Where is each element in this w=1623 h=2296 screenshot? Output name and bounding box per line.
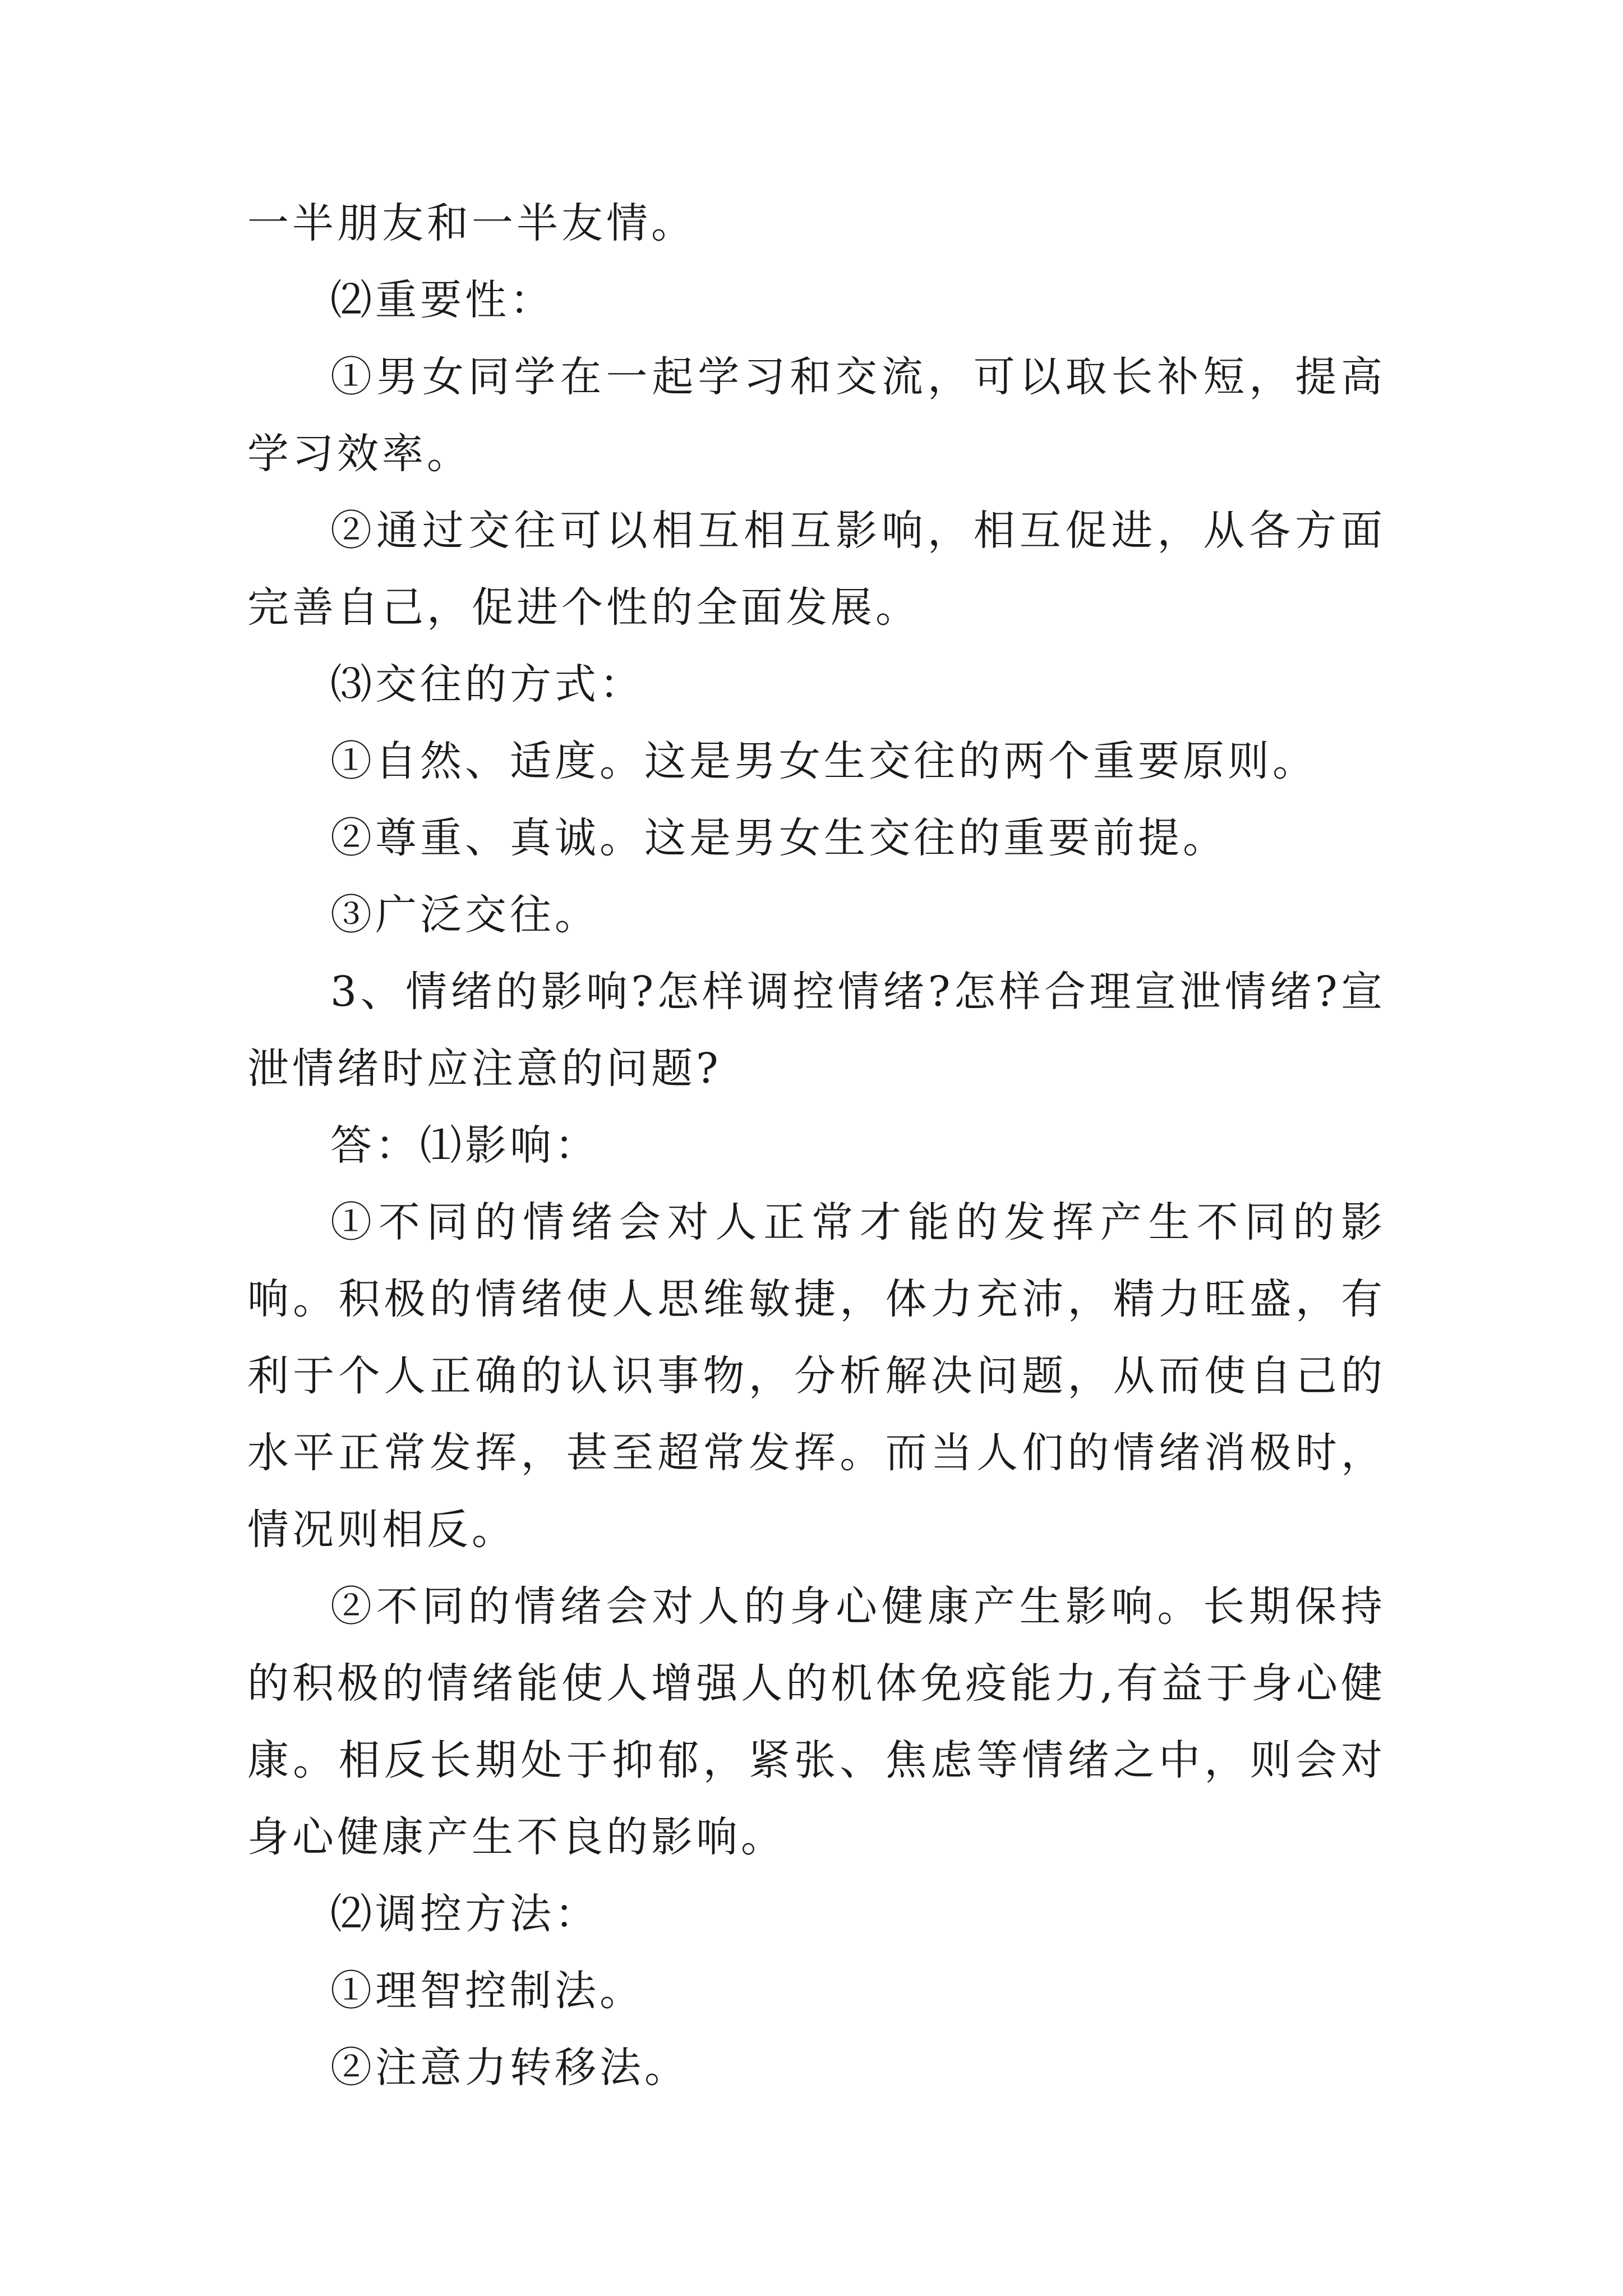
paragraph: ②尊重、真诚。这是男女生交往的重要前提。 — [330, 814, 1228, 862]
paragraph: ⑵调控方法： — [330, 1890, 600, 1938]
paragraph: ⑵重要性： — [330, 276, 555, 324]
body-text — [247, 185, 1386, 2106]
paragraph: 答：⑴影响： — [330, 1121, 600, 1170]
paragraph: ②通过交往可以相互相互影响，相互促进，从各方面完善自己，促进个性的全面发展。 — [247, 507, 1386, 632]
question-heading: 3、情绪的影响?怎样调控情绪?怎样合理宣泄情绪?宣泄情绪时应注意的问题? — [247, 968, 1386, 1093]
paragraph: ①男女同学在一起学习和交流，可以取长补短，提高学习效率。 — [247, 353, 1386, 478]
paragraph: ②注意力转移法。 — [330, 2044, 689, 2092]
paragraph: ①不同的情绪会对人正常才能的发挥产生不同的影响。积极的情绪使人思维敏捷，体力充沛，精力旺盛，有利于个人正确的认识事物，分析解决问题，从而使自己的水平正常发挥，甚至超常发挥。而当人们的情绪消极时，情况则相反。 — [247, 1198, 1386, 1554]
paragraph: 一半朋友和一半友情。 — [247, 199, 696, 247]
paragraph: ①理智控制法。 — [330, 1967, 644, 2015]
paragraph: ②不同的情绪会对人的身心健康产生影响。长期保持的积极的情绪能使人增强人的机体免疫能力,有益于身心健康。相反长期处于抑郁，紧张、焦虑等情绪之中，则会对身心健康产生不良的影响。 — [247, 1582, 1386, 1861]
paragraph: ③广泛交往。 — [330, 891, 600, 939]
paragraph: ①自然、适度。这是男女生交往的两个重要原则。 — [330, 737, 1317, 785]
paragraph: ⑶交往的方式： — [330, 660, 644, 708]
